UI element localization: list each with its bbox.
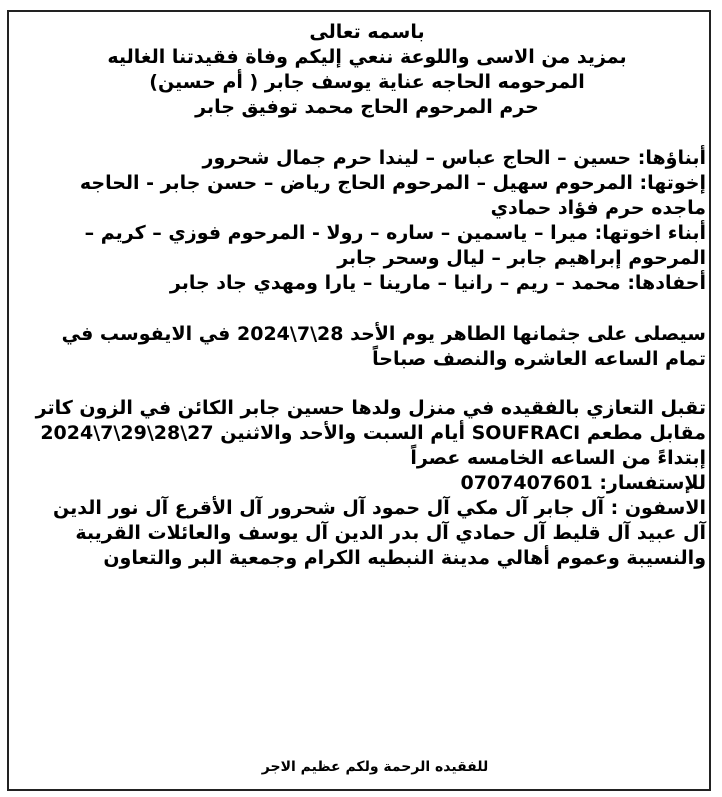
obituary-notice [28,20,706,571]
condolence-time: إبتداءً من الساعه الخامسه عصراً [410,447,706,469]
phone-number: 0707407601 [460,472,593,494]
mourners-line: الاسفون : آل جابر آل مكي آل حمود آل شحرور آل الأقرع آل نور الدين آل عبيد آل قليط آل حمادي آل بدر الدين آل يوسف والعائلات القريبة والنسيبة وعموم أهالي مدينة النبطيه الكرام وجمعية البر والتعاون [53,497,706,569]
grandchildren-line: أحفادها: محمد – ريم – رانيا – مارينا – يارا ومهدي جاد جابر [169,272,706,294]
basmala: باسمه تعالى [309,21,425,43]
siblings-children-line: أبناء اخوتها: ميرا – ياسمين – ساره – رولا - المرحوم فوزي – كريم – المرحوم إبراهيم جابر – ليال وسحر جابر [84,222,706,269]
inquiry-line [28,471,706,496]
announcement-line: بمزيد من الاسى واللوعة ننعي إليكم وفاة فقيدتنا الغاليه [107,46,627,68]
closing-phrase: للفقيده الرحمة ولكم عظيم الاجر [261,759,489,775]
condolence-location: تقبل التعازي بالفقيده في منزل ولدها حسين جابر الكائن في الزون كاتر مقابل مطعم SOUFRACI أيام السبت والأحد والاثنين 27\28\29\7\2024 [35,397,706,444]
deceased-name: المرحومه الحاجه عناية يوسف جابر ( أم حسين) [149,71,585,93]
funeral-details: سيصلى على جثمانها الطاهر يوم الأحد 28\7\2024 في الايفوسب في تمام الساعه العاشره والنصف صباحاً [61,323,706,370]
inquiry-label: للإستفسار: [599,472,706,494]
siblings-line: إخوتها: المرحوم سهيل – المرحوم الحاج رياض – حسن جابر - الحاجه ماجده حرم فؤاد حمادي [79,172,706,219]
notice-header [28,20,706,120]
sons-line: أبناؤها: حسين – الحاج عباس – ليندا حرم جمال شحرور [202,147,706,169]
spouse-line: حرم المرحوم الحاج محمد توفيق جابر [195,96,539,118]
